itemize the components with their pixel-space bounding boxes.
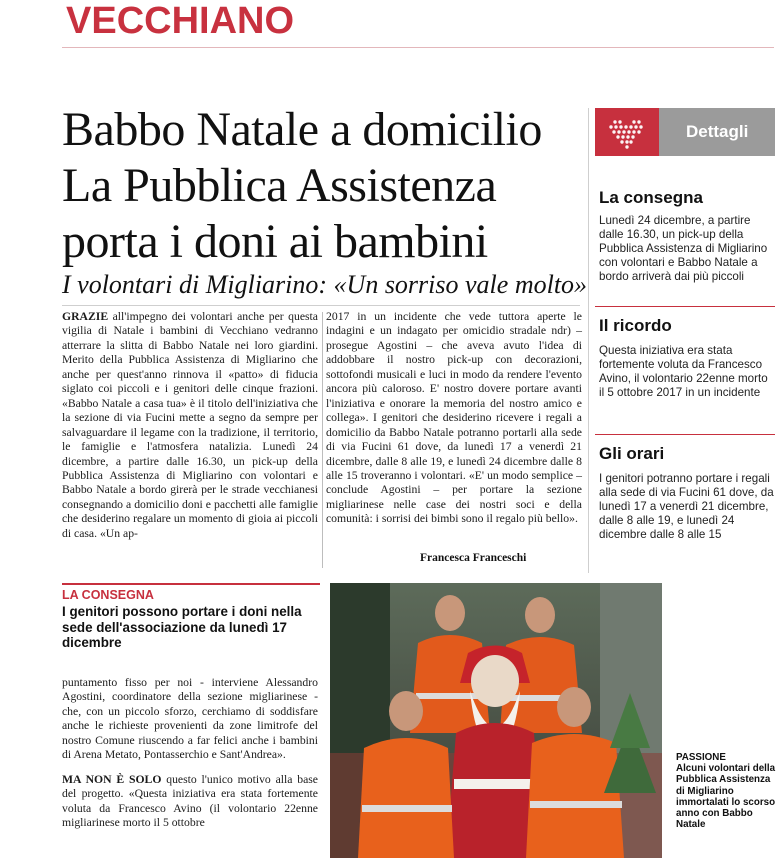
subheadline: I volontari di Migliarino: «Un sorriso vale molto» [62,270,588,299]
details-sidebar [595,108,775,573]
sidebar-item-orari-title: Gli orari [599,444,665,463]
sidebar-rule [595,434,775,435]
article-column-3-lead: MA NON È SOLO [62,772,162,786]
photo-caption [676,752,776,830]
article-column-3 [62,676,318,831]
article-column-2 [326,310,582,527]
dot-heart-icon [595,108,659,156]
sidebar-divider [588,108,589,573]
sidebar-item-consegna-title: La consegna [599,188,703,207]
article-column-2-text: 2017 in un incidente che vede tuttora aperte le indagini e un indagato per omicidio stradale ndr) – prosegue Agostini – che aveva avuto l'idea di addobbare il nostro pick-up con decorazioni, sottofondi musicali e luci in modo da rendere l'evento ancora più caloroso. E' nostro dovere portare avanti l'iniziativa e onorare la memoria del nostro amico e collega». I genitori che desiderino ricevere i regali a domicilio da Babbo Natale potranno portarli alla sede di via Fucini 61 dove, da lunedì 17 a venerdì 21 dicembre, dalle 8 alle 19, e lunedì 24 dicembre dalle 8 alle 15 troveranno i volontari. «E' un modo semplice – conclude Agostini – per portare la sezione migliarinese nelle case dei nostri soci e della comunità: i sorrisi dei bimbi sono il regalo più bello». [326,310,582,526]
headline-line-1: Babbo Natale a domicilio [62,103,542,156]
article-lead-word: GRAZIE [62,310,109,323]
article-column-1 [62,310,318,541]
volunteers-photo [330,583,662,858]
box-title: I genitori possono portare i doni nella sede dell'associazione da lunedì 17 dicembre [62,604,302,650]
author-byline: Francesca Franceschi [420,552,527,564]
article-column-3-text-a: puntamento fisso per noi - interviene Alessandro Agostini, coordinatore della sezione migliarinese - che, con un piccolo sforzo, cerchiamo di soddisfare anche le richieste provenienti da zone limitrofe del nostro Comune riuscendo a far felici anche i bambini di Arena Metato, Pontasserchio e Sant'Andrea». [62,676,318,762]
caption-text: Alcuni volontari della Pubblica Assistenza di Migliarino immortalati lo scorso anno con Babbo Natale [676,763,776,831]
sidebar-item-ricordo-title: Il ricordo [599,316,672,335]
column-divider [322,312,323,568]
subheadline-rule [62,305,580,306]
sidebar-label: Dettagli [686,122,749,141]
header-rule [62,47,774,48]
sidebar-rule [595,306,775,307]
sidebar-item-ricordo-text: Questa iniziativa era stata fortemente voluta da Francesco Avino, il volontario 22enne morto il 5 ottobre 2017 in un incidente [599,344,768,399]
sidebar-item-orari-text: I genitori potranno portare i regali alla sede di via Fucini 61 dove, da lunedì 17 a venerdì 21 dicembre, dalle 8 alle 19, e lunedì 24 dicembre dalle 8 alle 15 [599,472,774,541]
article-column-3-paragraph [62,773,318,831]
sidebar-item-consegna-text: Lunedì 24 dicembre, a partire dalle 16.30, un pick-up della Pubblica Assistenza di Migliarino con volontari e Babbo Natale a bordo arriverà dai più piccoli [599,214,768,283]
headline-line-3: porta i doni ai bambini [62,215,488,268]
article-column-3-text-b: questo l'unico motivo alla base del progetto. «Questa iniziativa era stata fortemente voluta da Francesco Avino (il volontario 22enne migliarinese morto il 5 ottobre [62,772,318,830]
article-column-1-text: all'impegno dei volontari anche per questa vigilia di Natale i bambini di Vecchiano vedranno atterrare la slitta di Babbo Natale nei loro giardini. Merito della Pubblica Assistenza di Migliarino che anche per quest'anno rinnova il «patto» di fiducia siglato coi piccoli e i genitori delle cinque frazioni. «Babbo Natale a casa tua» è il titolo dell'iniziativa che la sezione di via Fucini mette a segno da sempre per salvaguardare il legame con la tradizione, il territorio, le famiglie e l'atmosfera natalizia. Lunedì 24 dicembre, a partire dalle 16.30, un pick-up della Pubblica Assistenza di Migliarino con volontari e Babbo Natale a bordo girerà per le strade vecchianesi consegnando a domicilio doni e pacchetti alle famiglie che desiderino regalare un momento di gioia ai piccoli di casa. «Un ap- [62,310,318,540]
headline-line-2: La Pubblica Assistenza [62,159,497,212]
box-kicker: LA CONSEGNA [62,588,154,602]
box-rule [62,583,320,585]
sidebar-header [595,108,775,156]
caption-kicker: PASSIONE [676,752,726,763]
section-title: VECCHIANO [66,0,295,42]
